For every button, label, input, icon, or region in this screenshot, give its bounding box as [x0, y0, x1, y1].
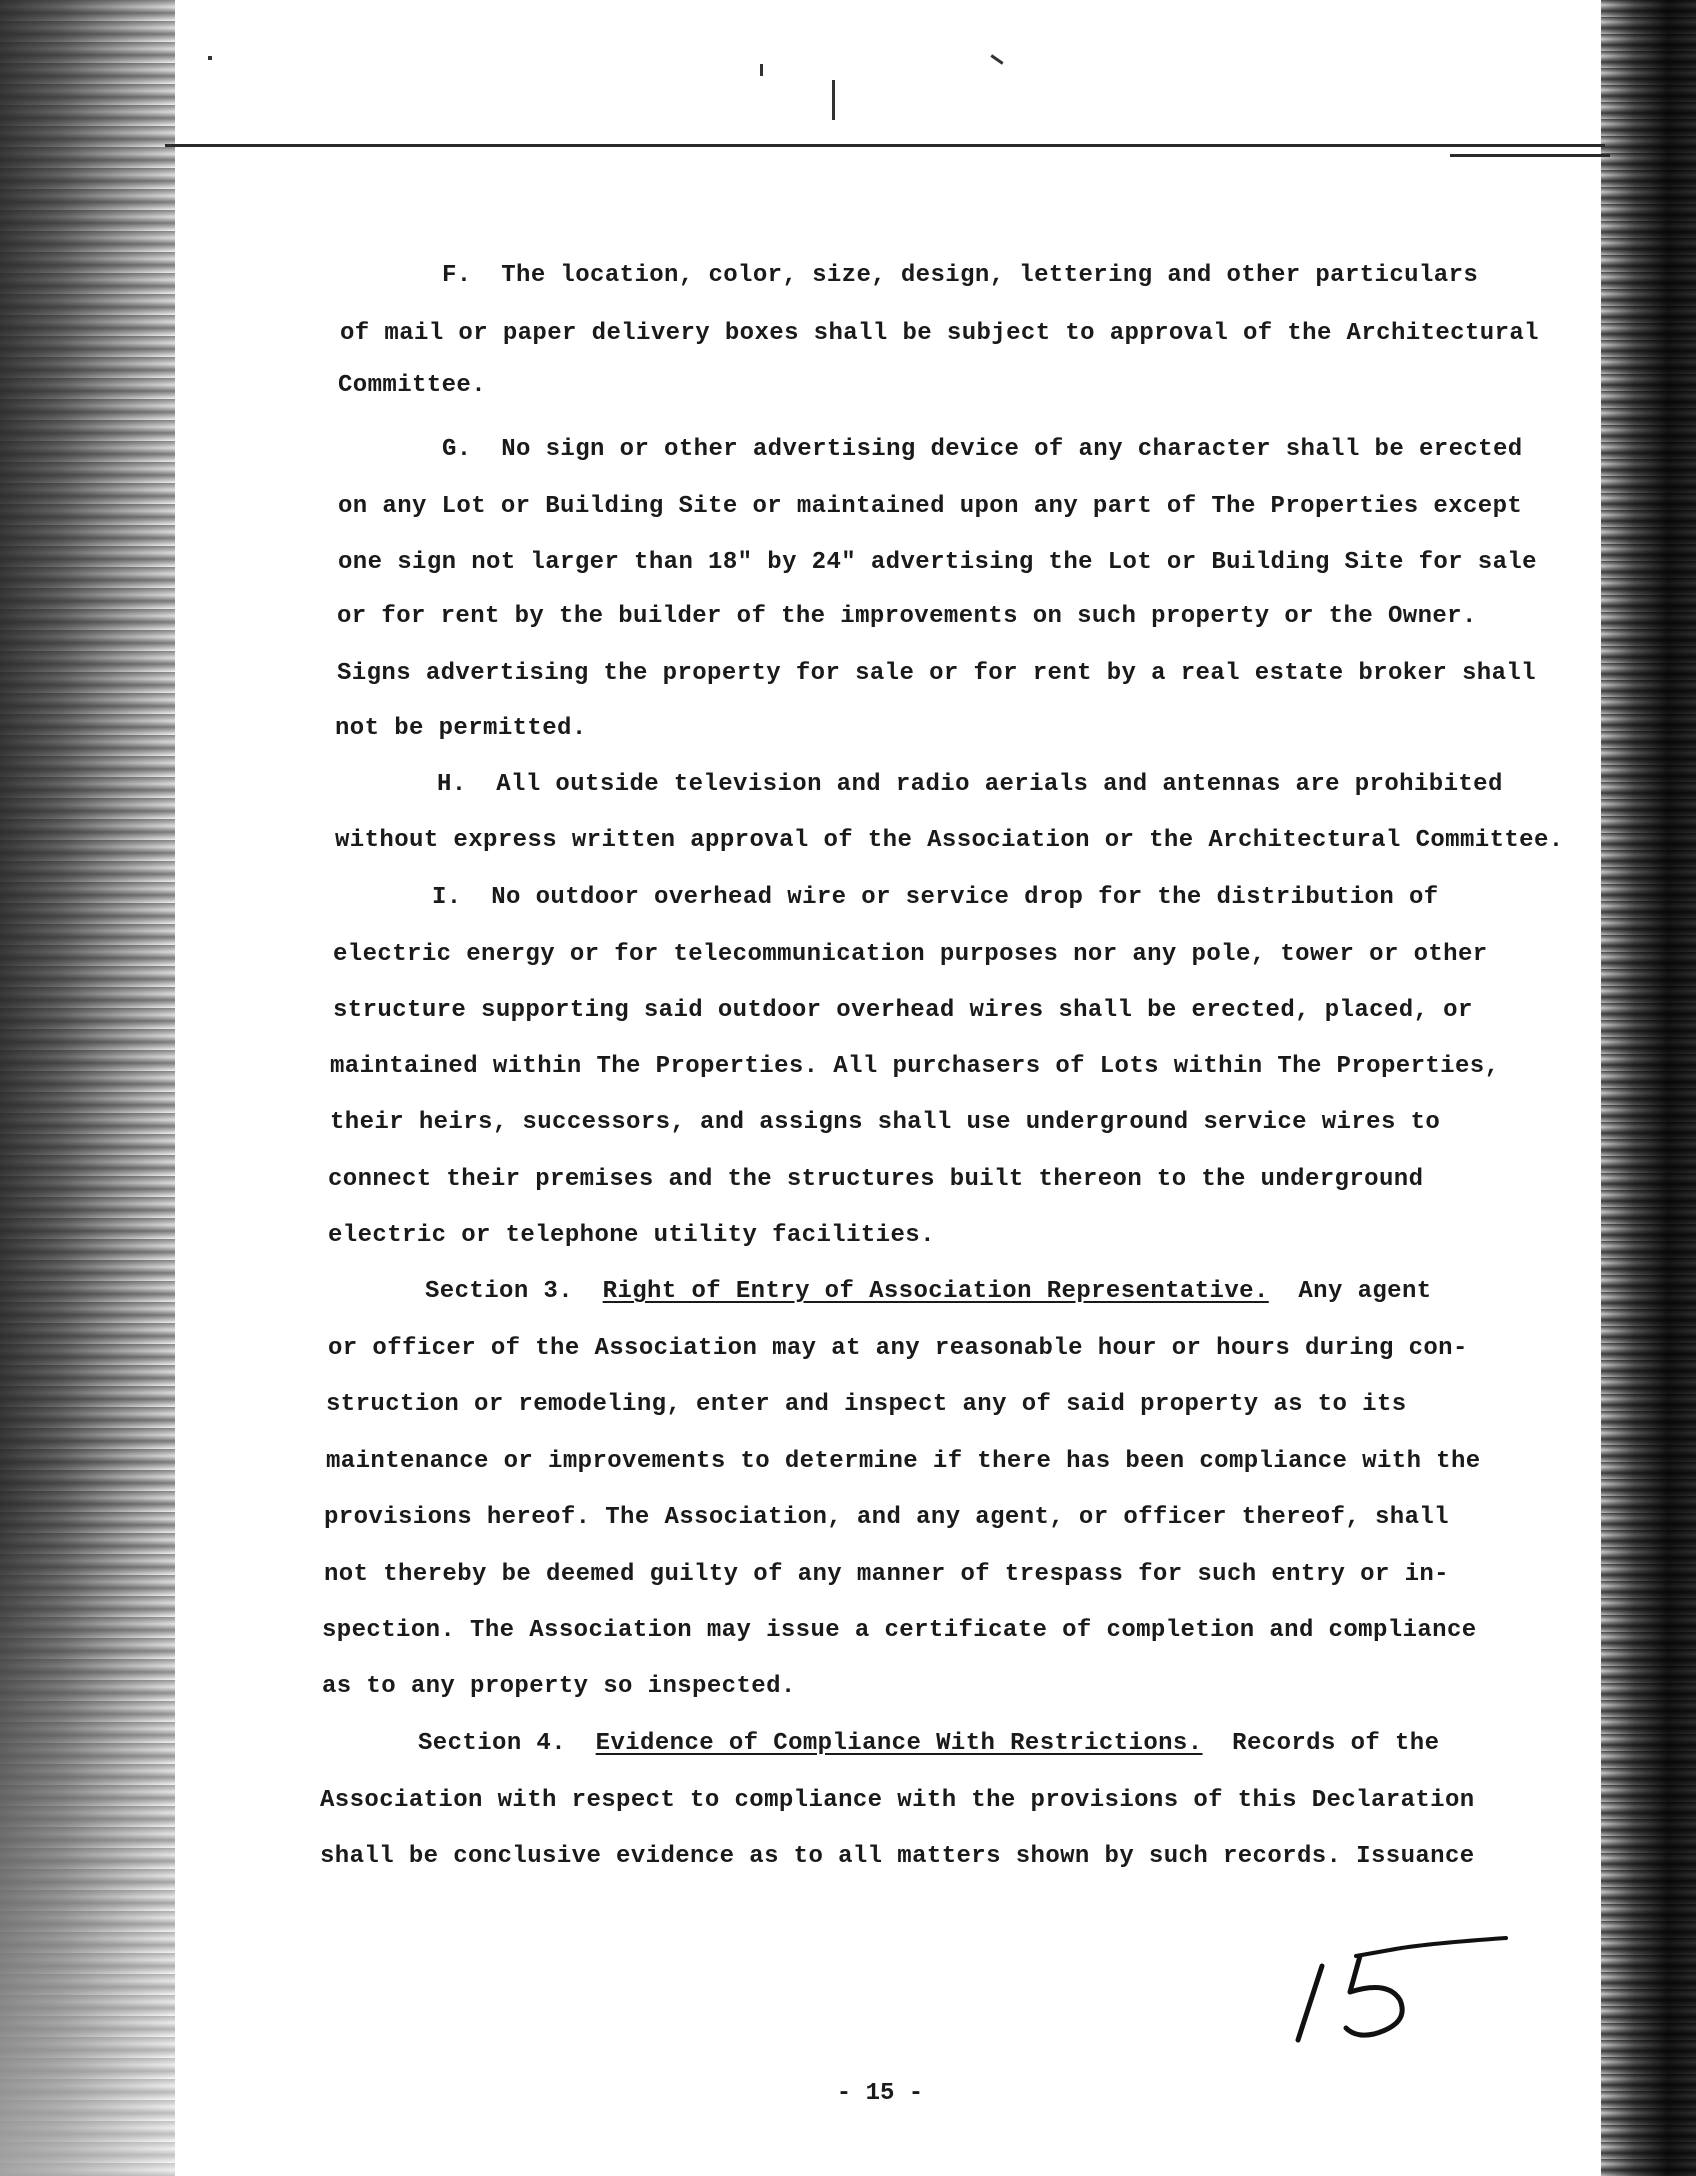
item-i-line-2: electric energy or for telecommunication purposes nor any pole, tower or other [333, 941, 1488, 968]
section-4-line-1: Section 4. Evidence of Compliance With Restrictions. Records of the [418, 1730, 1440, 1757]
section-4-number: Section 4. [418, 1730, 567, 1757]
item-i-label: I. [432, 884, 462, 911]
item-h-line-1: H. All outside television and radio aerials and antennas are prohibited [437, 771, 1503, 798]
item-g-line-2: on any Lot or Building Site or maintained upon any part of The Properties except [338, 493, 1523, 520]
top-rule [165, 144, 1605, 147]
item-g-line-3: one sign not larger than 18" by 24" advertising the Lot or Building Site for sale [338, 549, 1537, 576]
item-i-line-7: electric or telephone utility facilities. [328, 1222, 935, 1249]
scan-speck [208, 56, 212, 60]
page-number: - 15 - [836, 2080, 924, 2107]
section-3-line-4: maintenance or improvements to determine if there has been compliance with the [326, 1448, 1481, 1475]
item-f-line-2: of mail or paper delivery boxes shall be subject to approval of the Architectural [340, 320, 1539, 347]
handwritten-page-number [1270, 1900, 1530, 2050]
item-g-label: G. [442, 436, 472, 463]
item-g-line-1: G. No sign or other advertising device of any character shall be erected [442, 436, 1523, 463]
scan-speck [832, 80, 835, 120]
scan-shadow-right [1601, 0, 1696, 2176]
section-3-line-5: provisions hereof. The Association, and any agent, or officer thereof, shall [324, 1504, 1449, 1531]
item-g-line-6: not be permitted. [335, 715, 587, 742]
item-i-line-5: their heirs, successors, and assigns shall use underground service wires to [330, 1109, 1441, 1136]
section-3-line-8: as to any property so inspected. [322, 1673, 796, 1700]
item-h-line-2: without express written approval of the Association or the Architectural Committee. [335, 827, 1564, 854]
top-rule-accent [1450, 154, 1610, 157]
section-3-line-3: struction or remodeling, enter and inspect any of said property as to its [326, 1391, 1407, 1418]
item-g-line-4: or for rent by the builder of the improvements on such property or the Owner. [337, 603, 1477, 630]
scan-shadow-left-fade [0, 1500, 175, 2176]
item-g-line-5: Signs advertising the property for sale or for rent by a real estate broker shall [337, 660, 1536, 687]
section-4-line-3: shall be conclusive evidence as to all matters shown by such records. Issuance [320, 1843, 1475, 1870]
scan-speck [990, 54, 1003, 64]
section-3-line-2: or officer of the Association may at any reasonable hour or hours during con- [328, 1335, 1468, 1362]
item-f-line-3: Committee. [338, 372, 487, 399]
section-4-heading: Evidence of Compliance With Restrictions. [595, 1730, 1203, 1757]
section-3-heading: Right of Entry of Association Representative. [602, 1278, 1269, 1305]
section-4-line-2: Association with respect to compliance with the provisions of this Declaration [320, 1787, 1475, 1814]
scan-speck [760, 64, 763, 76]
item-i-line-3: structure supporting said outdoor overhead wires shall be erected, placed, or [333, 997, 1473, 1024]
item-f-line-1: F. The location, color, size, design, lettering and other particulars [442, 262, 1479, 289]
section-3-line-1: Section 3. Right of Entry of Association Representative. Any agent [425, 1278, 1432, 1305]
section-3-line-6: not thereby be deemed guilty of any manner of trespass for such entry or in- [324, 1561, 1449, 1588]
section-3-line-7: spection. The Association may issue a certificate of completion and compliance [322, 1617, 1477, 1644]
item-f-label: F. [442, 262, 472, 289]
section-3-number: Section 3. [425, 1278, 574, 1305]
item-h-label: H. [437, 771, 467, 798]
item-i-line-6: connect their premises and the structures built thereon to the underground [328, 1166, 1424, 1193]
item-i-line-4: maintained within The Properties. All purchasers of Lots within The Properties, [330, 1053, 1500, 1080]
item-i-line-1: I. No outdoor overhead wire or service drop for the distribution of [432, 884, 1439, 911]
